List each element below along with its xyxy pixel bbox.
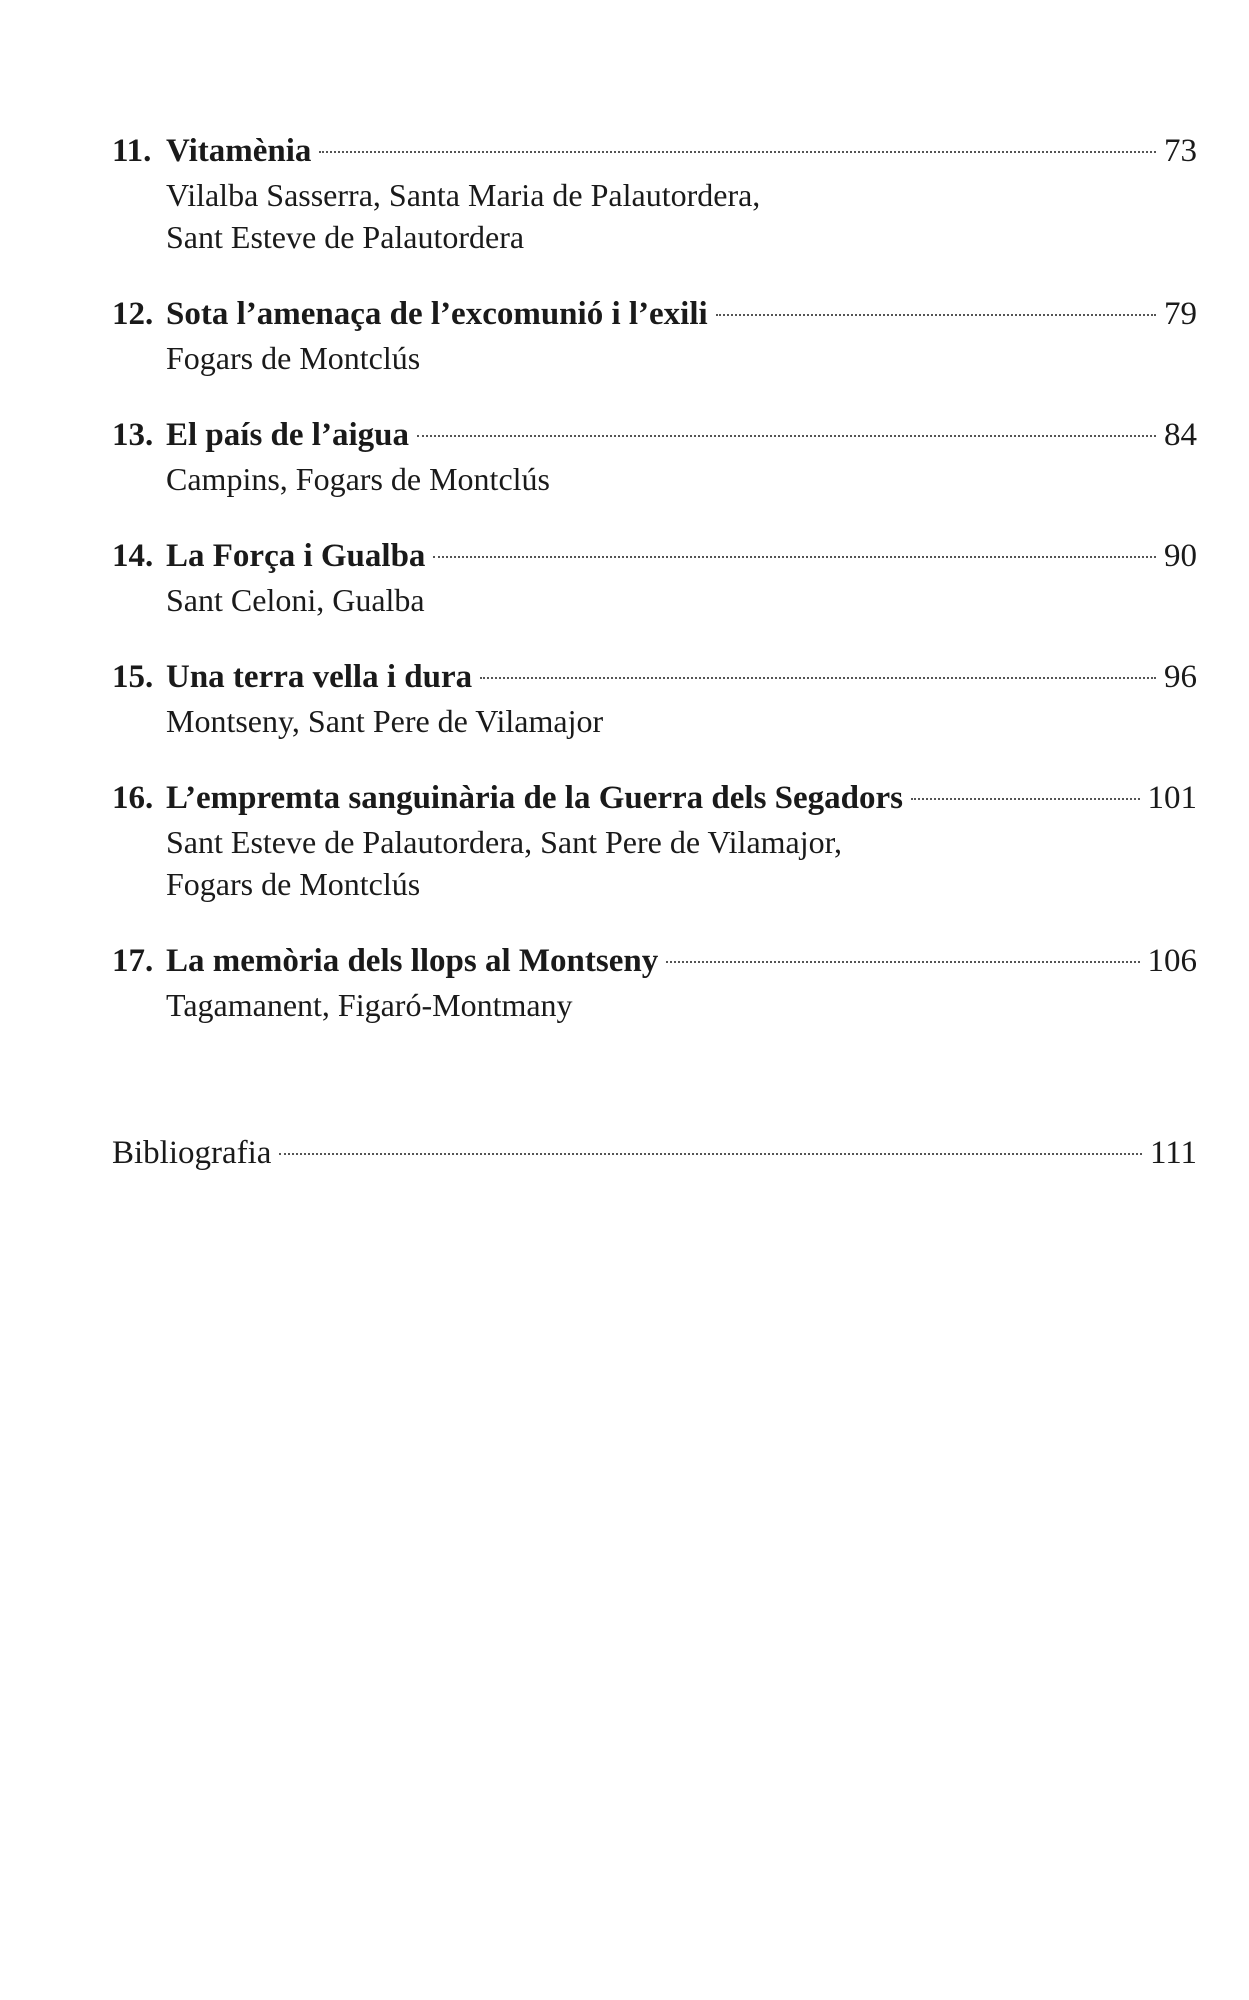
dot-leader: [666, 961, 1139, 963]
dot-leader: [911, 798, 1139, 800]
chapter-title: El país de l’aigua: [166, 417, 409, 453]
toc-entry-15: [112, 654, 1197, 742]
dot-leader: [279, 1153, 1141, 1155]
chapter-number: 17.: [112, 943, 154, 979]
page-number: 101: [1147, 780, 1197, 816]
page-number: 73: [1164, 133, 1197, 169]
toc-entry-17: [112, 938, 1197, 1026]
toc-entry-title-line: [112, 291, 1197, 337]
place-line: Fogars de Montclús: [166, 866, 421, 902]
place-line: Fogars de Montclús: [166, 340, 421, 376]
dot-leader: [716, 314, 1156, 316]
place-line: Tagamanent, Figaró-Montmany: [166, 987, 573, 1023]
chapter-number: 11.: [112, 133, 152, 169]
page-number: 96: [1164, 659, 1197, 695]
chapter-number: 14.: [112, 538, 154, 574]
toc-entry-13: [112, 412, 1197, 500]
toc-entry-title-line: [112, 533, 1197, 579]
chapter-places: [112, 821, 1197, 905]
chapter-title: L’empremta sanguinària de la Guerra dels Segadors: [166, 780, 904, 816]
toc-entry-14: [112, 533, 1197, 621]
place-line: Vilalba Sasserra, Santa Maria de Palautordera,: [166, 177, 761, 213]
dot-leader: [319, 151, 1156, 153]
page-number: 84: [1164, 417, 1197, 453]
dot-leader: [433, 556, 1156, 558]
chapter-places: [112, 700, 1197, 742]
place-line: Sant Celoni, Gualba: [166, 582, 425, 618]
table-of-contents: [112, 128, 1197, 1059]
chapter-places: [112, 337, 1197, 379]
chapter-title: Una terra vella i dura: [166, 659, 473, 695]
toc-entry-title-line: [112, 1130, 1197, 1176]
place-line: Campins, Fogars de Montclús: [166, 461, 550, 497]
chapter-title: Sota l’amenaça de l’excomunió i l’exili: [166, 296, 708, 332]
toc-entry-12: [112, 291, 1197, 379]
bibliography-title: Bibliografia: [112, 1135, 272, 1171]
page-number: 111: [1149, 1135, 1197, 1171]
place-line: Montseny, Sant Pere de Vilamajor: [166, 703, 604, 739]
toc-entry-16: [112, 775, 1197, 905]
chapter-places: [112, 458, 1197, 500]
place-line: Sant Esteve de Palautordera: [166, 219, 525, 255]
dot-leader: [480, 677, 1156, 679]
toc-entry-11: [112, 128, 1197, 258]
place-line: Sant Esteve de Palautordera, Sant Pere de Vilamajor,: [166, 824, 842, 860]
page-number: 106: [1147, 943, 1197, 979]
chapter-places: [112, 174, 1197, 258]
page-number: 79: [1164, 296, 1197, 332]
toc-entry-title-line: [112, 654, 1197, 700]
chapter-places: [112, 984, 1197, 1026]
toc-entry-title-line: [112, 775, 1197, 821]
dot-leader: [417, 435, 1156, 437]
chapter-title: Vitamènia: [166, 133, 312, 169]
chapter-places: [112, 579, 1197, 621]
chapter-number: 12.: [112, 296, 154, 332]
toc-entry-bibliography: [112, 1130, 1197, 1176]
page-number: 90: [1164, 538, 1197, 574]
chapter-title: La Força i Gualba: [166, 538, 426, 574]
toc-entry-title-line: [112, 412, 1197, 458]
chapter-title: La memòria dels llops al Montseny: [166, 943, 659, 979]
chapter-number: 16.: [112, 780, 154, 816]
chapter-number: 13.: [112, 417, 154, 453]
chapter-number: 15.: [112, 659, 154, 695]
toc-entry-title-line: [112, 128, 1197, 174]
toc-entry-title-line: [112, 938, 1197, 984]
